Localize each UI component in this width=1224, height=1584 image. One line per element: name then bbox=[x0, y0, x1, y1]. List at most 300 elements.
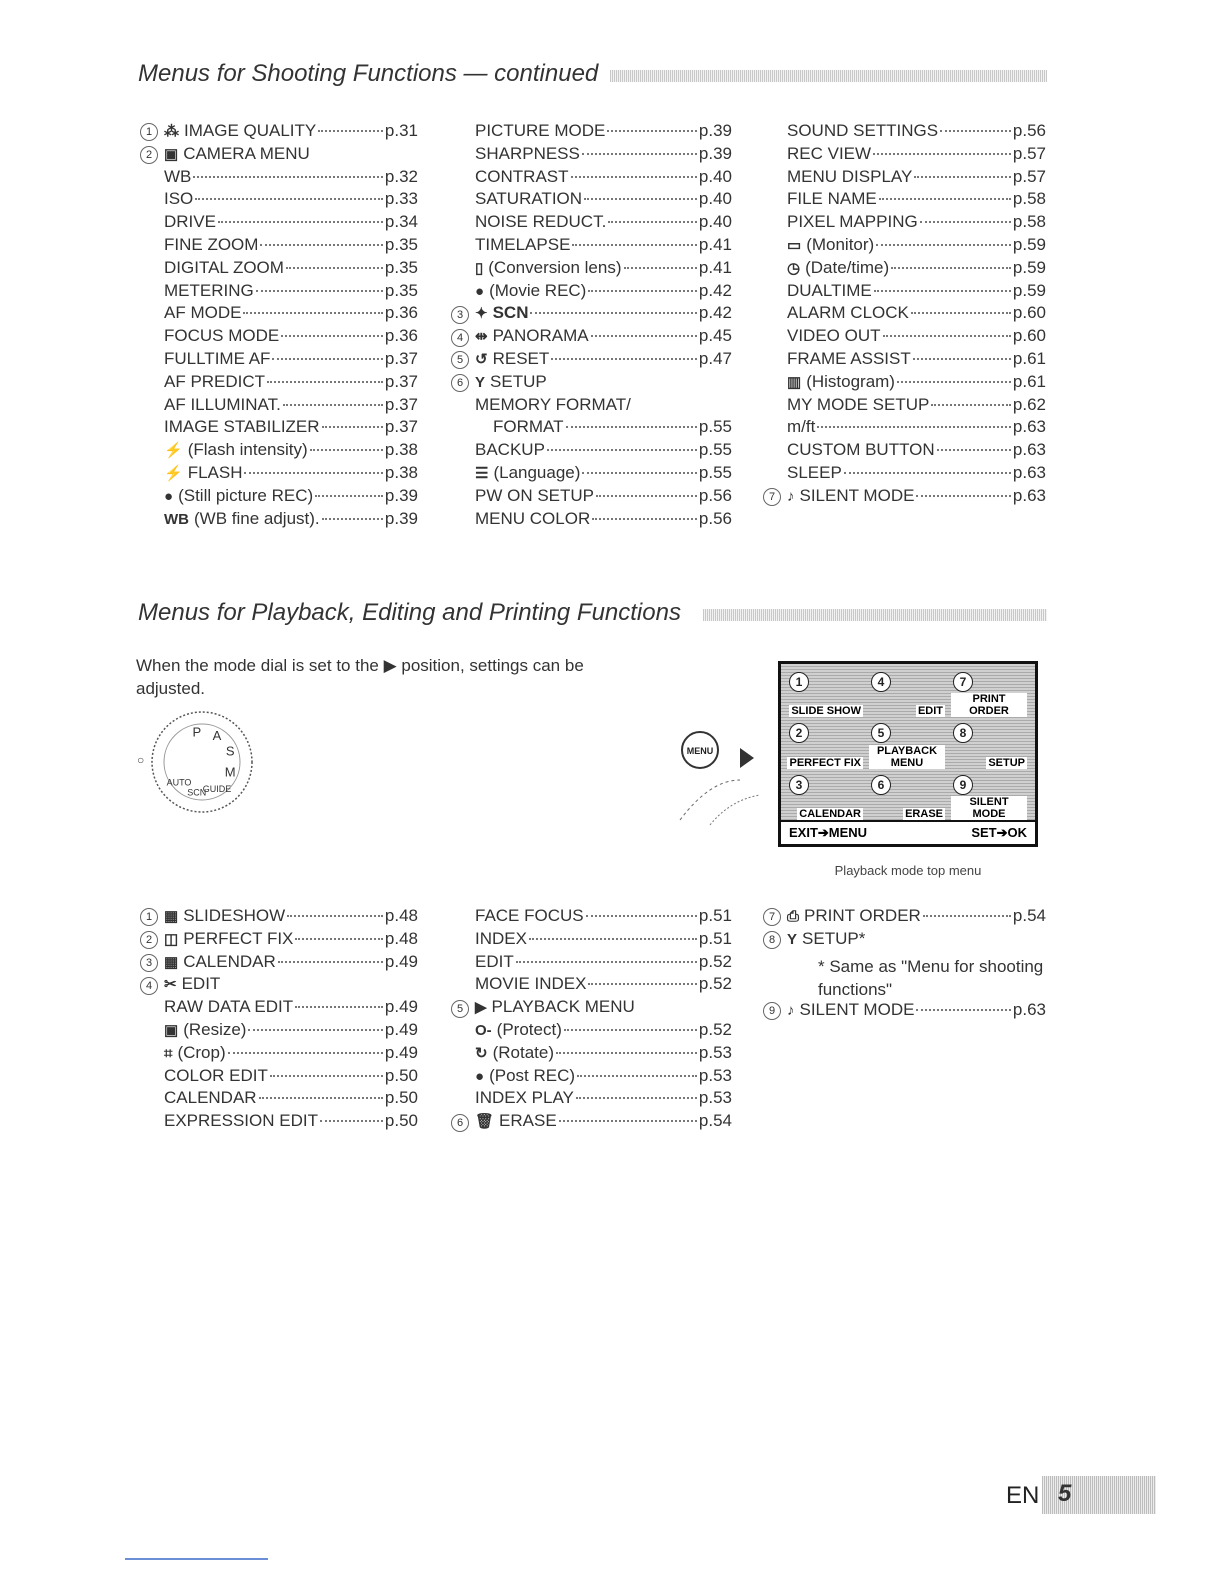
menu-entry bbox=[451, 258, 732, 281]
menu-item-label: VIDEO OUT bbox=[787, 326, 881, 346]
page-reference: p.49 bbox=[384, 1042, 418, 1062]
menu-item-label: AF MODE bbox=[164, 303, 242, 323]
menu-entry bbox=[140, 235, 418, 258]
menu-item-label: WB bbox=[164, 166, 192, 186]
dot-leader bbox=[259, 1097, 383, 1099]
menu-item-label: (Date/time) bbox=[805, 257, 890, 277]
screen-caption: Playback mode top menu bbox=[834, 863, 982, 878]
section-title-shooting: Menus for Shooting Functions — continued bbox=[138, 60, 599, 87]
menu-item-label: (Language) bbox=[493, 462, 581, 482]
dot-leader bbox=[571, 176, 697, 178]
page-reference: p.61 bbox=[1012, 348, 1046, 368]
menu-item-icon: ◫ bbox=[164, 930, 179, 948]
menu-button-illustration bbox=[670, 720, 770, 830]
dot-leader bbox=[286, 267, 383, 269]
menu-entry bbox=[451, 1020, 732, 1043]
page-reference: p.58 bbox=[1012, 189, 1046, 209]
menu-item-icon: ⚡ bbox=[164, 442, 183, 460]
dot-leader bbox=[556, 1052, 697, 1054]
dot-leader bbox=[914, 176, 1011, 178]
menu-item-icon: Y bbox=[787, 930, 798, 948]
menu-entry bbox=[140, 417, 418, 440]
page-reference: p.53 bbox=[698, 1065, 732, 1085]
menu-item-icon: ▶ bbox=[475, 999, 487, 1017]
menu-item-label: (Crop) bbox=[177, 1042, 226, 1062]
page-reference: p.54 bbox=[1012, 906, 1046, 925]
lcd-option-number: 8 bbox=[953, 723, 973, 743]
lcd-menu-option bbox=[951, 773, 1029, 820]
menu-item-label: METERING bbox=[164, 280, 254, 300]
page-reference: p.50 bbox=[384, 1111, 418, 1131]
menu-item-label: (Protect) bbox=[496, 1019, 562, 1039]
page-reference: p.55 bbox=[698, 462, 732, 482]
menu-item-label: MOVIE INDEX bbox=[475, 974, 587, 994]
dot-leader bbox=[244, 472, 382, 474]
item-number-badge: 9 bbox=[763, 1002, 781, 1020]
page-reference: p.37 bbox=[384, 348, 418, 368]
dot-leader bbox=[897, 381, 1011, 383]
menu-entry bbox=[763, 417, 1046, 440]
menu-entry bbox=[451, 463, 732, 486]
item-number-badge: 7 bbox=[763, 908, 781, 926]
lcd-menu-option bbox=[787, 721, 865, 768]
section-title-playback: Menus for Playback, Editing and Printing Functions bbox=[138, 599, 681, 626]
dial-mode-label: S bbox=[225, 743, 235, 759]
menu-entry bbox=[451, 349, 732, 372]
menu-entry bbox=[451, 1088, 732, 1111]
shooting-column-2 bbox=[451, 121, 732, 531]
lcd-option-number: 2 bbox=[789, 723, 809, 743]
lcd-option-label: SILENT MODE bbox=[951, 796, 1027, 820]
menu-item-label: SILENT MODE bbox=[799, 1000, 915, 1019]
menu-entry bbox=[451, 326, 732, 349]
page-reference: p.49 bbox=[384, 951, 418, 971]
lcd-footer bbox=[781, 820, 1035, 844]
menu-item-label: PW ON SETUP bbox=[475, 485, 595, 505]
shooting-column-3 bbox=[763, 121, 1046, 509]
menu-item-label: SETUP* bbox=[802, 928, 866, 948]
page-reference: p.40 bbox=[698, 189, 732, 209]
lcd-option-label: SLIDE SHOW bbox=[791, 705, 861, 718]
menu-item-icon: ▥ bbox=[787, 373, 802, 391]
menu-item-label: FLASH bbox=[187, 462, 243, 482]
menu-item-icon: ▦ bbox=[164, 908, 179, 925]
title-decor-bar bbox=[703, 609, 1047, 621]
menu-item-label: FOCUS MODE bbox=[164, 326, 280, 346]
dot-leader bbox=[874, 290, 1011, 292]
menu-entry bbox=[140, 1020, 418, 1043]
page-reference: p.55 bbox=[698, 440, 732, 460]
menu-item-label: CAMERA MENU bbox=[183, 143, 310, 163]
dot-leader bbox=[931, 404, 1011, 406]
page-reference: p.36 bbox=[384, 326, 418, 346]
dot-leader bbox=[193, 176, 383, 178]
menu-entry bbox=[140, 486, 418, 509]
menu-item-label: (Flash intensity) bbox=[187, 440, 308, 460]
menu-item-icon: ↻ bbox=[475, 1044, 488, 1062]
menu-item-label: DRIVE bbox=[164, 212, 216, 232]
lcd-option-label: PERFECT FIX bbox=[789, 756, 861, 769]
menu-item-icon: ✂ bbox=[164, 976, 177, 994]
dot-leader bbox=[243, 312, 382, 314]
page-reference: p.45 bbox=[698, 326, 732, 346]
page-reference: p.41 bbox=[698, 234, 732, 254]
shooting-column-1 bbox=[140, 121, 418, 531]
lcd-option-label: ERASE bbox=[905, 807, 943, 820]
menu-item-label: EDIT bbox=[181, 974, 221, 994]
menu-item-icon: ● bbox=[475, 1067, 485, 1085]
menu-item-label: INDEX PLAY bbox=[475, 1088, 574, 1108]
playback-column-3 bbox=[763, 906, 1046, 952]
menu-entry bbox=[451, 974, 732, 997]
menu-entry bbox=[763, 349, 1046, 372]
menu-entry bbox=[140, 212, 418, 235]
page-reference: p.56 bbox=[698, 485, 732, 505]
menu-entry bbox=[451, 167, 732, 190]
menu-item-label: m/ft bbox=[787, 417, 816, 437]
menu-item-icon: ⇹ bbox=[475, 328, 488, 346]
page-reference: p.52 bbox=[698, 1019, 732, 1039]
menu-item-label: (Histogram) bbox=[806, 371, 895, 391]
menu-item-label: SCN bbox=[492, 303, 529, 323]
dot-leader bbox=[248, 1029, 382, 1031]
dot-leader bbox=[584, 198, 697, 200]
menu-entry bbox=[140, 1066, 418, 1089]
menu-item-label: FRAME ASSIST bbox=[787, 348, 911, 368]
dot-leader bbox=[318, 130, 383, 132]
dial-marker-icon: ○ bbox=[137, 753, 145, 767]
page-reference: p.56 bbox=[1012, 121, 1046, 140]
menu-entry bbox=[763, 235, 1046, 258]
page-reference: p.57 bbox=[1012, 166, 1046, 186]
page-reference: p.54 bbox=[698, 1111, 732, 1131]
page-reference: p.35 bbox=[384, 257, 418, 277]
menu-item-icon: ✦ bbox=[475, 305, 488, 323]
dot-leader bbox=[564, 1029, 697, 1031]
page-reference: p.37 bbox=[384, 371, 418, 391]
dial-mode-label: SCN bbox=[187, 787, 207, 798]
menu-item-icon: ♪ bbox=[787, 487, 795, 505]
menu-item-label: IMAGE QUALITY bbox=[184, 121, 317, 140]
lcd-option-label: CALENDAR bbox=[799, 807, 861, 820]
menu-item-icon: ▭ bbox=[787, 236, 802, 254]
menu-entry bbox=[763, 440, 1046, 463]
menu-entry bbox=[140, 372, 418, 395]
menu-item-icon: ● bbox=[164, 487, 174, 505]
dial-mode-label: A bbox=[212, 728, 222, 743]
menu-entry bbox=[140, 929, 418, 952]
menu-entry bbox=[140, 906, 418, 929]
dot-leader bbox=[920, 221, 1011, 223]
menu-entry bbox=[763, 189, 1046, 212]
dot-leader bbox=[624, 267, 697, 269]
menu-item-label: SHARPNESS bbox=[475, 143, 580, 163]
lcd-option-label: PRINT ORDER bbox=[951, 693, 1027, 717]
dot-leader bbox=[873, 153, 1011, 155]
menu-entry bbox=[763, 258, 1046, 281]
page-reference: p.56 bbox=[698, 508, 732, 528]
dot-leader bbox=[586, 915, 697, 917]
menu-item-label: CALENDAR bbox=[164, 1088, 257, 1108]
page-reference: p.63 bbox=[1012, 417, 1046, 437]
dot-leader bbox=[218, 221, 383, 223]
item-number-badge: 8 bbox=[763, 931, 781, 949]
page-reference: p.59 bbox=[1012, 257, 1046, 277]
menu-item-label: (Monitor) bbox=[806, 234, 875, 254]
page-reference: p.59 bbox=[1012, 234, 1046, 254]
page-reference: p.63 bbox=[1012, 440, 1046, 460]
page-reference: p.60 bbox=[1012, 303, 1046, 323]
dot-leader bbox=[516, 961, 697, 963]
playback-column-2 bbox=[451, 906, 732, 1134]
dot-leader bbox=[260, 244, 382, 246]
lcd-menu-option bbox=[787, 670, 865, 717]
menu-item-label: SLIDESHOW bbox=[183, 906, 286, 925]
lcd-menu-option bbox=[787, 773, 865, 820]
menu-item-label: ERASE bbox=[499, 1111, 557, 1131]
menu-item-label: FORMAT bbox=[493, 417, 564, 437]
menu-entry bbox=[140, 1088, 418, 1111]
menu-item-icon: ⚡ bbox=[164, 464, 183, 482]
menu-item-label: DUALTIME bbox=[787, 280, 872, 300]
menu-item-label: FINE ZOOM bbox=[164, 234, 259, 254]
dot-leader bbox=[256, 290, 383, 292]
page-reference: p.51 bbox=[698, 906, 732, 925]
page-reference: p.47 bbox=[698, 348, 732, 368]
menu-entry bbox=[140, 509, 418, 532]
dot-leader bbox=[278, 961, 383, 963]
menu-entry bbox=[140, 1111, 418, 1134]
menu-entry bbox=[451, 235, 732, 258]
dot-leader bbox=[283, 404, 383, 406]
menu-item-icon: ▦ bbox=[164, 953, 179, 971]
menu-item-label: (Movie REC) bbox=[489, 280, 587, 300]
dial-mode-label: GUIDE bbox=[202, 784, 232, 794]
menu-item-label: PANORAMA bbox=[492, 326, 589, 346]
menu-item-label: (Rotate) bbox=[492, 1042, 554, 1062]
menu-entry bbox=[451, 417, 732, 440]
menu-entry bbox=[763, 167, 1046, 190]
dot-leader bbox=[591, 335, 697, 337]
dot-leader bbox=[916, 1009, 1010, 1011]
dot-leader bbox=[320, 1120, 383, 1122]
item-number-badge: 1 bbox=[140, 908, 158, 926]
page-reference: p.37 bbox=[384, 394, 418, 414]
page-reference: p.42 bbox=[698, 280, 732, 300]
page-reference: p.36 bbox=[384, 303, 418, 323]
page-reference: p.60 bbox=[1012, 326, 1046, 346]
dot-leader bbox=[559, 1120, 697, 1122]
page-reference: p.58 bbox=[1012, 212, 1046, 232]
menu-item-label: FULLTIME AF bbox=[164, 348, 271, 368]
menu-item-icon: ▣ bbox=[164, 1021, 179, 1039]
lcd-option-number: 7 bbox=[953, 672, 973, 692]
page-reference: p.55 bbox=[698, 417, 732, 437]
page-reference: p.37 bbox=[384, 417, 418, 437]
menu-item-label: AF PREDICT bbox=[164, 371, 266, 391]
menu-entry bbox=[451, 1111, 732, 1134]
lcd-option-number: 4 bbox=[871, 672, 891, 692]
menu-item-label: EXPRESSION EDIT bbox=[164, 1111, 318, 1131]
menu-item-label: (WB fine adjust). bbox=[194, 508, 320, 528]
menu-item-label: TIMELAPSE bbox=[475, 234, 571, 254]
menu-entry bbox=[763, 144, 1046, 167]
dot-leader bbox=[270, 1075, 383, 1077]
dot-leader bbox=[547, 449, 697, 451]
mode-dial-illustration bbox=[150, 710, 255, 815]
dot-leader bbox=[577, 1075, 697, 1077]
menu-entry bbox=[763, 281, 1046, 304]
page-reference: p.38 bbox=[384, 440, 418, 460]
menu-item-icon: Y bbox=[475, 373, 486, 391]
setup-footnote: * Same as "Menu for shooting functions" bbox=[818, 957, 1044, 999]
lcd-option-number: 6 bbox=[871, 775, 891, 795]
dot-leader bbox=[582, 472, 696, 474]
menu-item-label: SLEEP bbox=[787, 462, 842, 482]
menu-entry bbox=[451, 303, 732, 326]
dot-leader bbox=[195, 198, 383, 200]
menu-entry bbox=[763, 395, 1046, 418]
dot-leader bbox=[588, 290, 697, 292]
lcd-menu-grid bbox=[787, 670, 1029, 820]
menu-item-icon: ⌗ bbox=[164, 1044, 173, 1062]
dot-leader bbox=[876, 244, 1011, 246]
page-reference: p.40 bbox=[698, 166, 732, 186]
menu-item-label: FACE FOCUS bbox=[475, 906, 584, 925]
menu-entry bbox=[451, 952, 732, 975]
menu-entry bbox=[451, 509, 732, 532]
page-reference: p.49 bbox=[384, 997, 418, 1017]
menu-item-label: PLAYBACK MENU bbox=[491, 997, 635, 1017]
page-reference: p.53 bbox=[698, 1088, 732, 1108]
dot-leader bbox=[287, 915, 383, 917]
menu-item-label: (Post REC) bbox=[489, 1065, 576, 1085]
menu-entry bbox=[140, 167, 418, 190]
menu-item-label: FILE NAME bbox=[787, 189, 877, 209]
lcd-option-number: 1 bbox=[789, 672, 809, 692]
menu-item-label: (Conversion lens) bbox=[488, 257, 622, 277]
menu-entry bbox=[763, 1000, 1046, 1023]
lcd-menu-option bbox=[869, 721, 947, 768]
dot-leader bbox=[607, 130, 697, 132]
menu-entry bbox=[451, 906, 732, 929]
menu-item-label: SOUND SETTINGS bbox=[787, 121, 939, 140]
menu-item-icon: ☰ bbox=[475, 464, 489, 482]
dot-leader bbox=[844, 472, 1011, 474]
menu-item-icon: ▯ bbox=[475, 259, 484, 277]
lcd-option-label: EDIT bbox=[917, 705, 943, 718]
menu-item-icon: ⁂ bbox=[164, 123, 179, 140]
lcd-exit-label: EXIT➔MENU bbox=[789, 825, 868, 840]
button-outline-curve bbox=[680, 780, 740, 820]
page-reference: p.35 bbox=[384, 280, 418, 300]
page-reference: p.42 bbox=[698, 303, 732, 323]
menu-item-label: PICTURE MODE bbox=[475, 121, 606, 140]
menu-item-label: NOISE REDUCT. bbox=[475, 212, 607, 232]
page-reference: p.39 bbox=[698, 143, 732, 163]
menu-entry bbox=[451, 440, 732, 463]
lcd-option-number: 3 bbox=[789, 775, 809, 795]
page-reference: p.48 bbox=[384, 928, 418, 948]
page-reference: p.48 bbox=[384, 906, 418, 925]
page-reference: p.39 bbox=[698, 121, 732, 140]
menu-item-label: MY MODE SETUP bbox=[787, 394, 930, 414]
menu-entry bbox=[451, 929, 732, 952]
dot-leader bbox=[883, 335, 1011, 337]
menu-entry bbox=[140, 144, 418, 167]
playback-top-menu-screen bbox=[778, 661, 1038, 847]
menu-entry bbox=[140, 974, 418, 997]
menu-entry bbox=[451, 1043, 732, 1066]
dot-leader bbox=[295, 938, 383, 940]
menu-entry bbox=[763, 326, 1046, 349]
lcd-option-number: 9 bbox=[953, 775, 973, 795]
dot-leader bbox=[592, 518, 697, 520]
menu-entry bbox=[140, 997, 418, 1020]
lcd-option-label: SETUP bbox=[988, 756, 1025, 769]
page-reference: p.38 bbox=[384, 462, 418, 482]
menu-entry bbox=[140, 189, 418, 212]
lcd-option-label: PLAYBACK MENU bbox=[869, 745, 945, 769]
menu-item-label: EDIT bbox=[475, 951, 514, 971]
page-reference: p.35 bbox=[384, 234, 418, 254]
dot-leader bbox=[588, 983, 696, 985]
item-number-badge: 2 bbox=[140, 146, 158, 164]
page-reference: p.40 bbox=[698, 212, 732, 232]
dot-leader bbox=[281, 335, 383, 337]
menu-entry bbox=[763, 906, 1046, 929]
page-reference: p.50 bbox=[384, 1088, 418, 1108]
menu-entry bbox=[140, 281, 418, 304]
dot-leader bbox=[940, 130, 1011, 132]
menu-item-label: (Resize) bbox=[183, 1019, 247, 1039]
menu-entry bbox=[451, 121, 732, 144]
menu-item-label: MENU COLOR bbox=[475, 508, 591, 528]
title-decor-bar bbox=[610, 70, 1047, 82]
item-number-badge: 3 bbox=[140, 954, 158, 972]
menu-item-label: REC VIEW bbox=[787, 143, 872, 163]
dot-leader bbox=[267, 381, 383, 383]
dot-leader bbox=[879, 198, 1011, 200]
page-reference: p.41 bbox=[698, 257, 732, 277]
menu-item-icon: ↺ bbox=[475, 350, 488, 368]
menu-entry bbox=[763, 929, 1046, 952]
menu-item-label: ALARM CLOCK bbox=[787, 303, 909, 323]
item-number-badge: 6 bbox=[451, 1114, 469, 1132]
menu-entry bbox=[763, 303, 1046, 326]
menu-item-label: INDEX bbox=[475, 928, 527, 948]
dot-leader bbox=[923, 915, 1011, 917]
page-reference: p.62 bbox=[1012, 394, 1046, 414]
menu-entry bbox=[763, 486, 1046, 509]
page-reference: p.39 bbox=[384, 508, 418, 528]
menu-item-label: SILENT MODE bbox=[799, 485, 915, 505]
menu-item-icon: WB bbox=[164, 510, 189, 528]
menu-entry bbox=[451, 372, 732, 395]
menu-item-label: PIXEL MAPPING bbox=[787, 212, 918, 232]
menu-entry bbox=[763, 121, 1046, 144]
playback-column-1 bbox=[140, 906, 418, 1134]
menu-entry bbox=[451, 486, 732, 509]
page-reference: p.52 bbox=[698, 974, 732, 994]
menu-item-label: PRINT ORDER bbox=[804, 906, 921, 925]
dot-leader bbox=[817, 426, 1011, 428]
menu-entry bbox=[140, 121, 418, 144]
dot-leader bbox=[937, 449, 1011, 451]
page-reference: p.50 bbox=[384, 1065, 418, 1085]
menu-entry bbox=[140, 303, 418, 326]
page-reference: p.33 bbox=[384, 189, 418, 209]
